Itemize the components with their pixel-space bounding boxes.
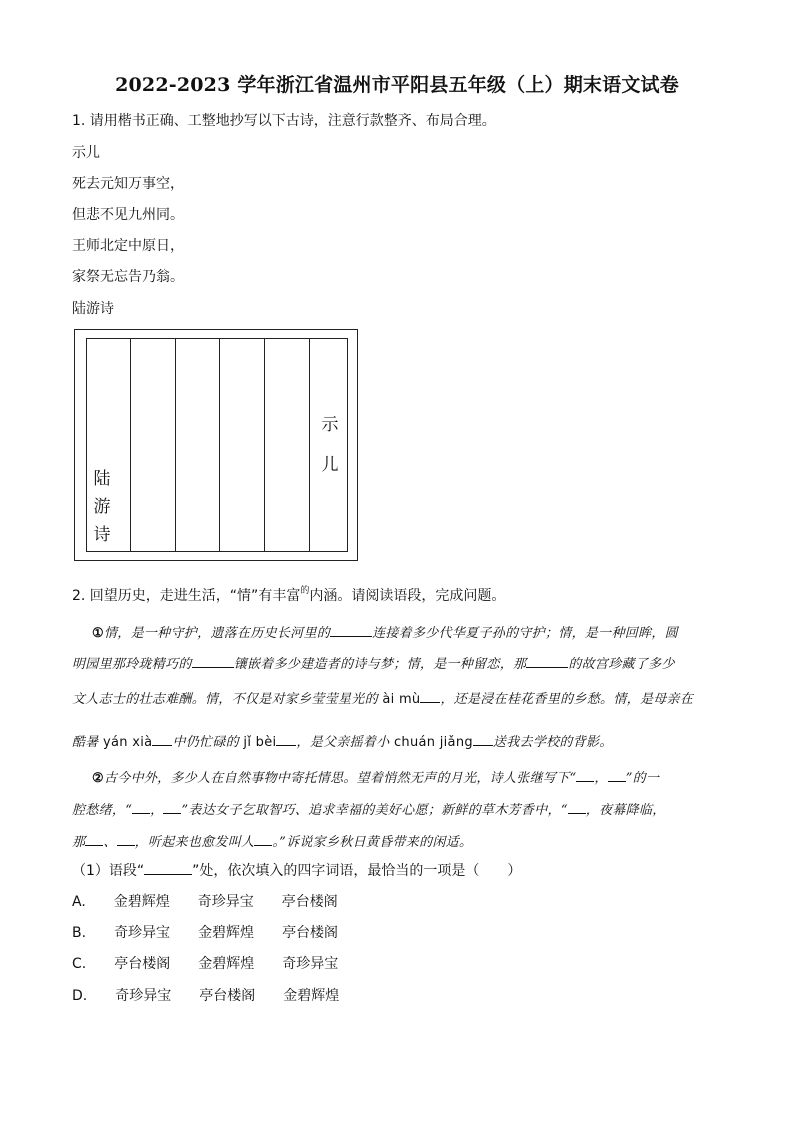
- answer-blank[interactable]: [254, 833, 272, 846]
- text: ，还是浸在桂花香里的乡愁。情，是母亲在: [440, 692, 694, 707]
- poem-title: 示儿: [72, 145, 100, 161]
- question-2-prompt: [72, 585, 505, 605]
- answer-blank[interactable]: [608, 769, 626, 782]
- text: ，是父亲摇着小: [296, 735, 390, 750]
- option-b[interactable]: [72, 922, 338, 942]
- grid-author-char-3: 诗: [93, 525, 111, 545]
- grid-title-char-2: 儿: [321, 455, 339, 475]
- poem-author: 陆游诗: [72, 301, 114, 317]
- grid-column-line: [264, 338, 265, 552]
- option-word: 亭台楼阁: [282, 925, 339, 941]
- text: 古今中外，多少人在自然事物中寄托情思。望着悄然无声的月光，诗人张继写下“: [103, 771, 577, 786]
- option-label: B.: [72, 925, 87, 941]
- text: 镶嵌着多少建造者的诗与梦；情，是一种留恋，那: [233, 657, 527, 672]
- answer-blank[interactable]: [276, 733, 296, 746]
- text: 酷暑: [72, 735, 99, 750]
- pinyin: ài mù: [377, 692, 421, 707]
- pinyin: yán xià: [98, 735, 153, 750]
- pinyin: chuán jiǎng: [389, 735, 473, 750]
- paragraph-1-line-2: [72, 653, 728, 672]
- text: ”处，依次填入的四字词语，最恰当的一项是（ ）: [192, 863, 522, 879]
- option-word: 金碧辉煌: [113, 894, 170, 910]
- paragraph-2-line-1: [72, 767, 728, 786]
- grid-column-line: [219, 338, 220, 552]
- paragraph-1-line-3: [72, 688, 728, 707]
- grid-column-line: [175, 338, 176, 552]
- answer-blank[interactable]: [526, 655, 568, 668]
- text: 中仍忙碌的: [172, 735, 239, 750]
- option-word: 金碧辉煌: [198, 925, 255, 941]
- answer-blank[interactable]: [117, 833, 135, 846]
- answer-blank[interactable]: [473, 733, 493, 746]
- text: 那: [72, 835, 86, 850]
- grid-title-char-1: 示: [321, 415, 339, 435]
- paragraph-2-line-2: [72, 799, 728, 818]
- option-word: 奇珍异宝: [115, 988, 172, 1004]
- answer-blank[interactable]: [420, 690, 440, 703]
- option-label: D.: [72, 988, 88, 1004]
- paragraph-1-line-4: [72, 731, 728, 750]
- text: ，听起来也愈发叫人: [134, 835, 255, 850]
- poem-line-2: 但悲不见九州同。: [72, 207, 184, 223]
- poem-line-1: 死去元知万事空，: [72, 176, 184, 192]
- option-d[interactable]: [72, 985, 339, 1005]
- option-label: C.: [72, 956, 87, 972]
- text: 连接着多少代华夏子孙的守护；情，是一种回眸，圆: [372, 626, 678, 641]
- option-word: 金碧辉煌: [198, 956, 255, 972]
- sub-question-1: [72, 860, 521, 880]
- prompt-part: 内涵。请阅读语段，完成问题。: [309, 588, 506, 604]
- poem-line-4: 家祭无忘告乃翁。: [72, 269, 184, 285]
- option-word: 亭台楼阁: [199, 988, 256, 1004]
- prompt-part: 2. 回望历史，走进生活，“情”有丰富: [72, 588, 301, 604]
- answer-blank[interactable]: [568, 801, 586, 814]
- grid-column-line: [130, 338, 131, 552]
- text: 送我去学校的背影。: [492, 735, 613, 750]
- paragraph-number: ②: [92, 771, 104, 786]
- option-word: 亭台楼阁: [281, 894, 338, 910]
- answer-blank[interactable]: [132, 801, 150, 814]
- text: 的故宫珍藏了多少: [568, 657, 675, 672]
- text: ，: [594, 771, 608, 786]
- option-word: 金碧辉煌: [283, 988, 340, 1004]
- option-word: 奇珍异宝: [114, 925, 171, 941]
- poem-line-3: 王师北定中原日，: [72, 238, 184, 254]
- text: 明园里那玲珑精巧的: [72, 657, 192, 672]
- text: ”的一: [625, 771, 660, 786]
- text: ，夜幕降临，: [585, 803, 666, 818]
- text: （1）语段“: [72, 863, 145, 879]
- answer-blank[interactable]: [85, 833, 103, 846]
- answer-blank[interactable]: [330, 624, 372, 637]
- option-word: 奇珍异宝: [197, 894, 254, 910]
- answer-blank: [144, 862, 192, 875]
- answer-blank[interactable]: [192, 655, 234, 668]
- text: 、: [103, 835, 117, 850]
- grid-author-char-2: 游: [93, 497, 111, 517]
- prompt-superscript: 的: [300, 586, 310, 596]
- option-a[interactable]: [72, 891, 338, 911]
- text: 文人志士的壮志难酬。情，不仅是对家乡莹莹星光的: [72, 692, 378, 707]
- text: 情，是一种守护，遗落在历史长河里的: [103, 626, 331, 641]
- answer-blank[interactable]: [163, 801, 181, 814]
- text: ，: [150, 803, 164, 818]
- option-c[interactable]: [72, 953, 338, 973]
- answer-blank[interactable]: [576, 769, 594, 782]
- grid-column-line: [309, 338, 310, 552]
- grid-author-char-1: 陆: [93, 469, 111, 489]
- paragraph-1-line-1: [72, 622, 728, 641]
- text: ”表达女子乞取智巧、追求幸福的美好心愿；新鲜的草木芳香中，“: [181, 803, 568, 818]
- text: 腔愁绪，“: [72, 803, 133, 818]
- answer-blank[interactable]: [152, 733, 172, 746]
- option-word: 奇珍异宝: [282, 956, 339, 972]
- question-1-prompt: 1. 请用楷书正确、工整地抄写以下古诗，注意行款整齐、布局合理。: [72, 113, 496, 129]
- pinyin: jǐ bèi: [238, 735, 277, 750]
- option-label: A.: [72, 894, 86, 910]
- paragraph-number: ①: [92, 626, 104, 641]
- paragraph-2-line-3: [72, 831, 728, 850]
- page-title: 2022-2023 学年浙江省温州市平阳县五年级（上）期末语文试卷: [115, 74, 679, 96]
- text: 。”诉说家乡秋日黄昏带来的闲适。: [272, 835, 473, 850]
- option-word: 亭台楼阁: [114, 956, 171, 972]
